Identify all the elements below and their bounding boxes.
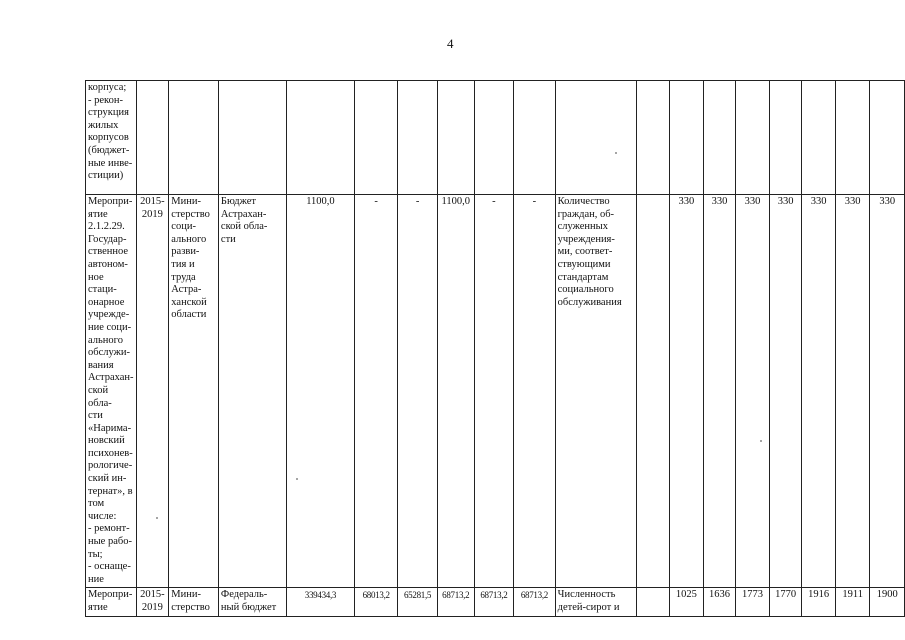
- activity-cell: Меропри- ятие: [86, 588, 137, 616]
- year-2015-cell: [354, 81, 397, 195]
- value-cell: 330: [835, 195, 869, 588]
- year-2016-cell: -: [398, 195, 438, 588]
- value-cell: 330: [670, 195, 704, 588]
- value-cell: 1636: [703, 588, 736, 616]
- value-cell: 1916: [802, 588, 836, 616]
- scan-speck: [760, 440, 762, 442]
- value-cell: 330: [703, 195, 736, 588]
- period-cell: 2015- 2019: [136, 195, 169, 588]
- value-cell: [670, 81, 704, 195]
- unit-cell: [636, 81, 669, 195]
- value-cell: [870, 81, 905, 195]
- year-2017-cell: [437, 81, 474, 195]
- executor-cell: [169, 81, 219, 195]
- year-2015-cell: -: [354, 195, 397, 588]
- executor-cell: Мини- стерство: [169, 588, 219, 616]
- value-cell: [802, 81, 836, 195]
- scan-speck: [296, 478, 298, 480]
- unit-cell: [636, 195, 669, 588]
- period-cell: [136, 81, 169, 195]
- table-row: [86, 588, 905, 616]
- executor-cell: Мини- стерство соци- ального разви- тия и труда Астра- ханской области: [169, 195, 219, 588]
- activity-cell: корпуса; - рекон- струкция жилых корпусов (бюджет- ные инве- стиции): [86, 81, 137, 195]
- scan-speck: [156, 517, 158, 519]
- table-row: [86, 195, 905, 588]
- total-cell: 339434,3: [286, 588, 354, 616]
- year-2019-cell: -: [514, 195, 555, 588]
- year-2018-cell: -: [474, 195, 514, 588]
- indicator-cell: Численность детей-сирот и: [555, 588, 636, 616]
- value-cell: 1770: [769, 588, 802, 616]
- total-cell: [286, 81, 354, 195]
- source-cell: Федераль- ный бюджет: [218, 588, 286, 616]
- page-number: 4: [447, 36, 454, 51]
- activity-cell: Меропри- ятие 2.1.2.29. Государ- ственное автоном- ное стаци- онарное учрежде- ние соци- ального обслужи- вания Астрахан- ской обла- сти «Нарима- новский психонев- рологиче- ский ин- тернат», в том числе: - ремонт- ные рабо- ты; - оснаще- ние: [86, 195, 137, 588]
- year-2017-cell: 68713,2: [437, 588, 474, 616]
- program-activities-table: [85, 80, 905, 617]
- value-cell: [736, 81, 770, 195]
- value-cell: [835, 81, 869, 195]
- year-2016-cell: 65281,5: [398, 588, 438, 616]
- value-cell: 1900: [870, 588, 905, 616]
- value-cell: 330: [736, 195, 770, 588]
- value-cell: 330: [802, 195, 836, 588]
- value-cell: [703, 81, 736, 195]
- year-2017-cell: 1100,0: [437, 195, 474, 588]
- indicator-cell: Количество граждан, об- служенных учреждения- ми, соответ- ствующими стандартам социального обслуживания: [555, 195, 636, 588]
- year-2019-cell: [514, 81, 555, 195]
- year-2018-cell: [474, 81, 514, 195]
- year-2015-cell: 68013,2: [354, 588, 397, 616]
- period-cell: 2015- 2019: [136, 588, 169, 616]
- total-cell: 1100,0: [286, 195, 354, 588]
- table-row: [86, 81, 905, 195]
- unit-cell: [636, 588, 669, 616]
- value-cell: 1911: [835, 588, 869, 616]
- year-2018-cell: 68713,2: [474, 588, 514, 616]
- scan-speck: [615, 152, 617, 154]
- value-cell: 1025: [670, 588, 704, 616]
- value-cell: [769, 81, 802, 195]
- value-cell: 330: [769, 195, 802, 588]
- year-2019-cell: 68713,2: [514, 588, 555, 616]
- source-cell: Бюджет Астрахан- ской обла- сти: [218, 195, 286, 588]
- value-cell: 1773: [736, 588, 770, 616]
- year-2016-cell: [398, 81, 438, 195]
- indicator-cell: [555, 81, 636, 195]
- source-cell: [218, 81, 286, 195]
- value-cell: 330: [870, 195, 905, 588]
